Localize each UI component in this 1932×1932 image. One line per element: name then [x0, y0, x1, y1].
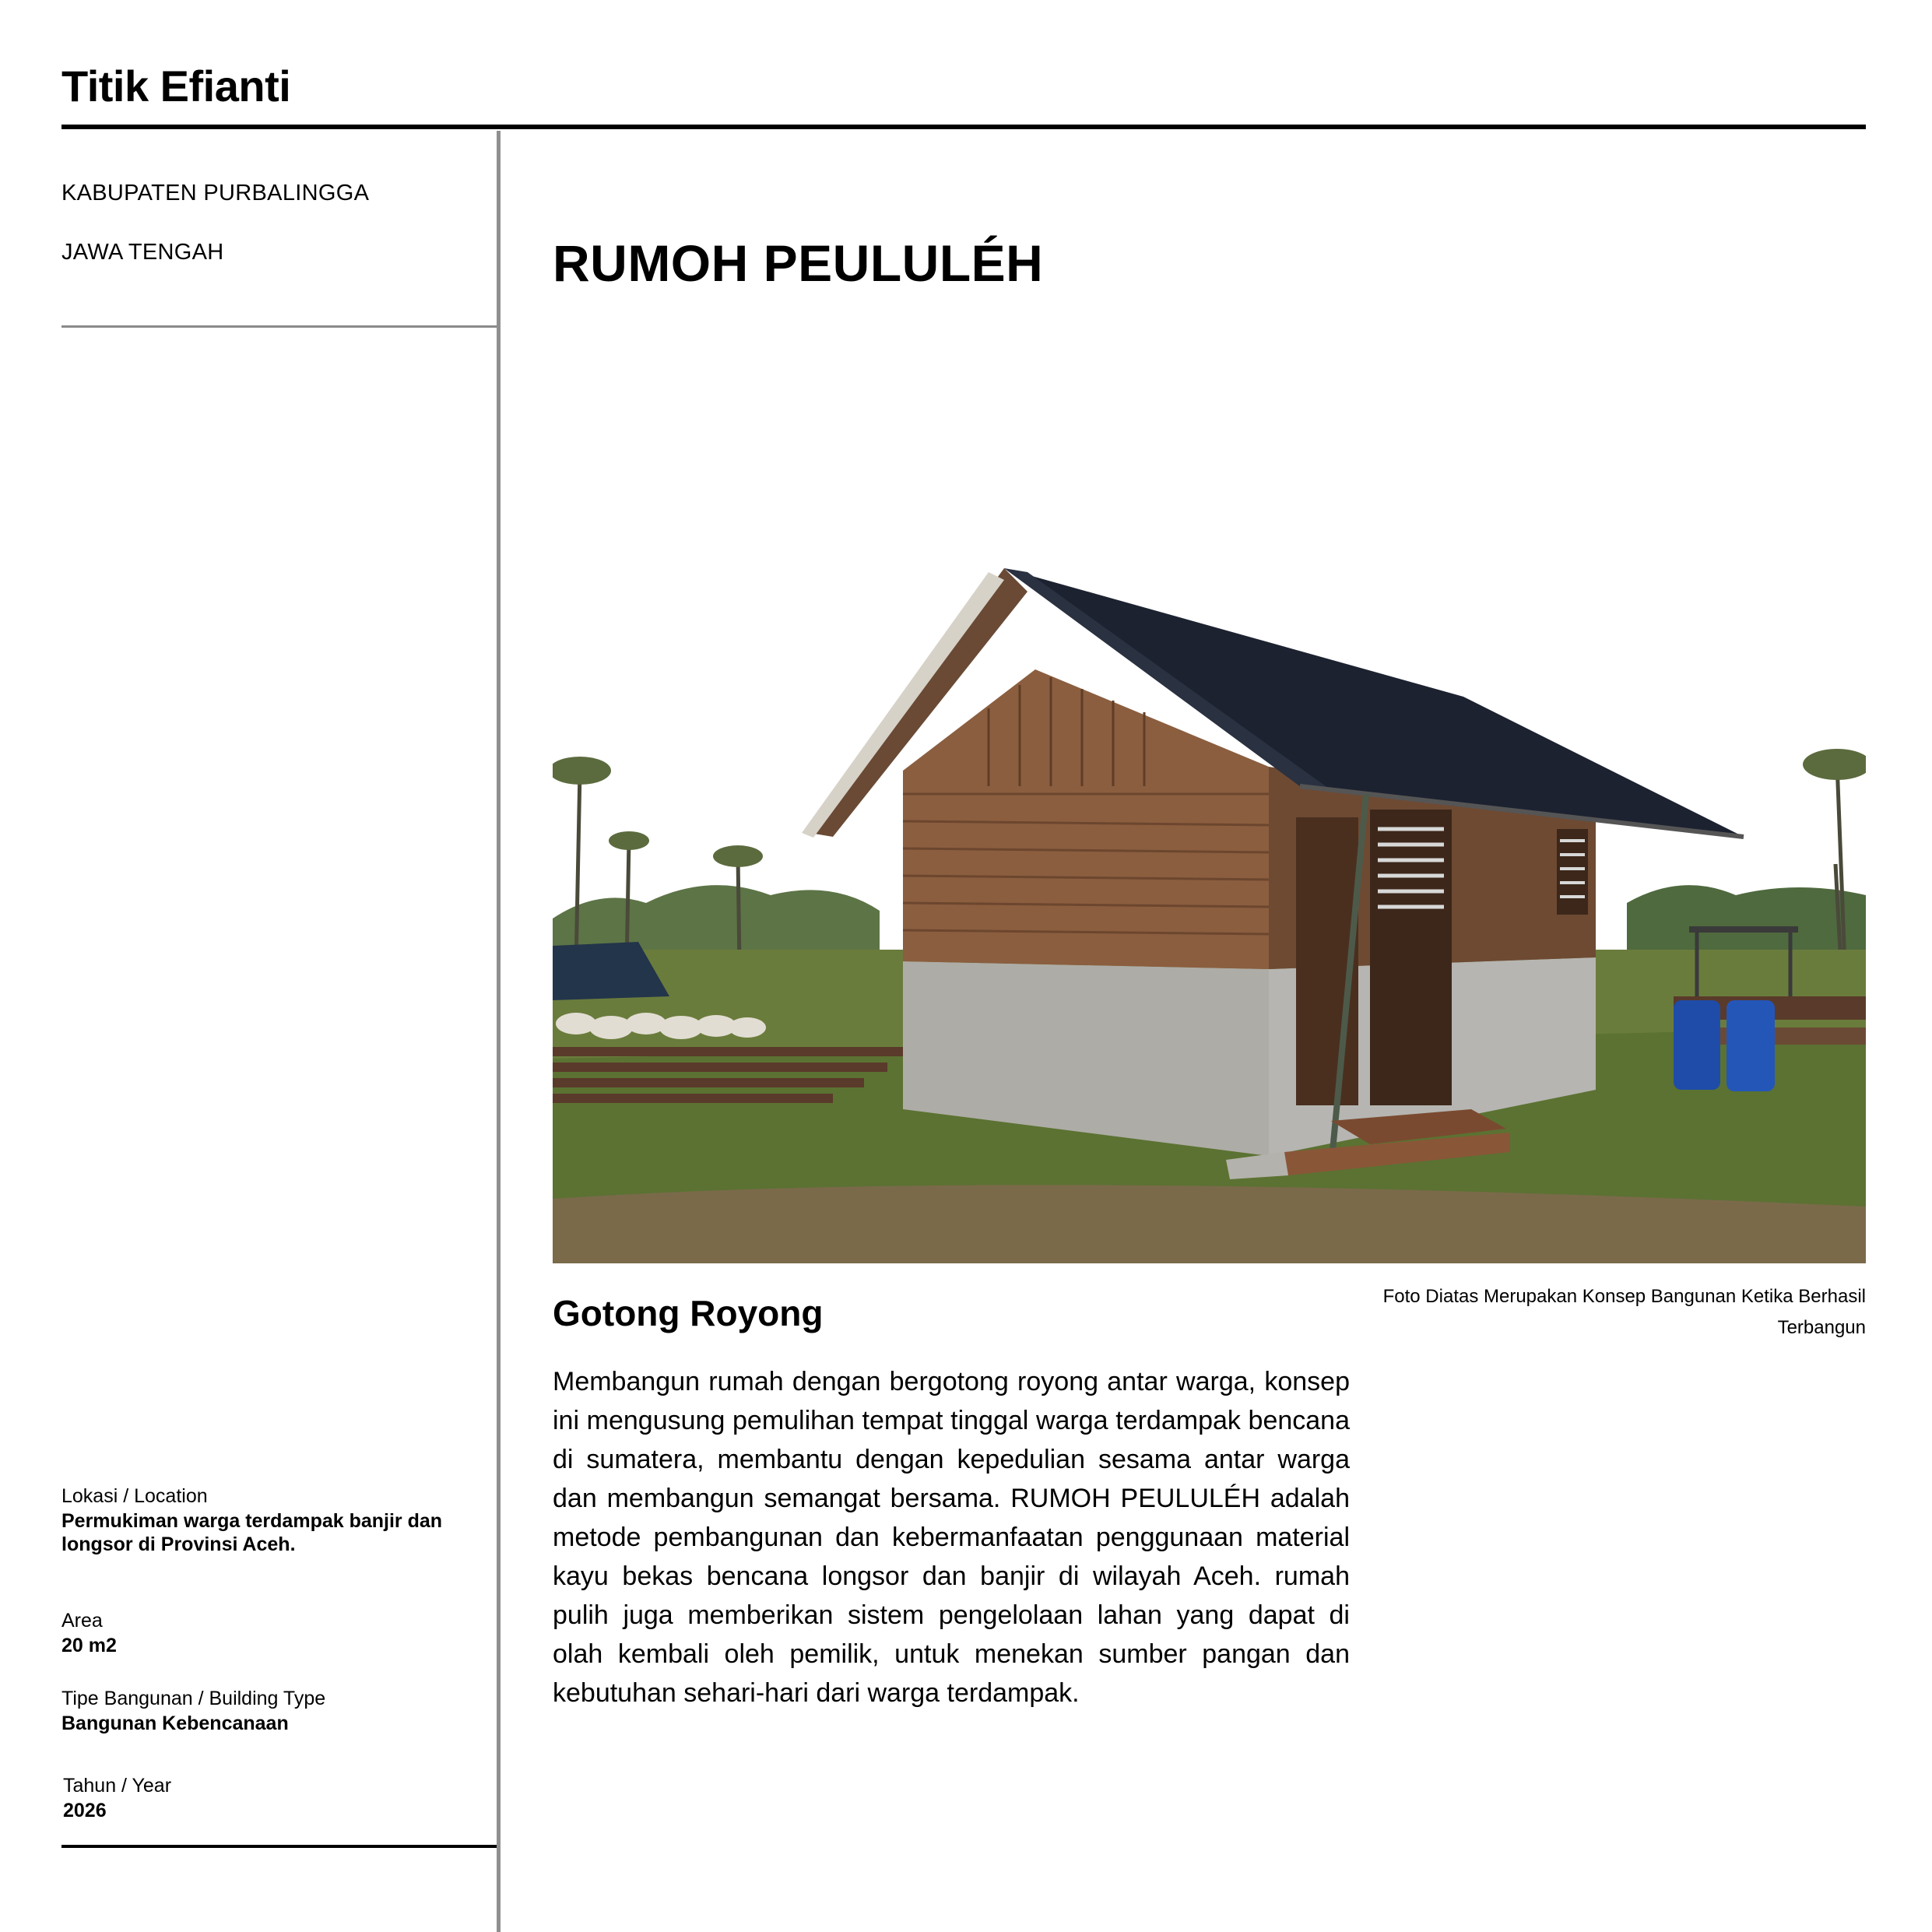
year-value: 2026 [63, 1800, 107, 1821]
building-type-value: Bangunan Kebencanaan [61, 1712, 289, 1734]
regency-label: KABUPATEN PURBALINGGA [61, 181, 370, 205]
location-value: Permukiman warga terdampak banjir dan longsor di Provinsi Aceh. [61, 1510, 443, 1555]
location-label: Lokasi / Location [61, 1485, 208, 1507]
building-type-block [61, 1686, 466, 1735]
header-rule [61, 125, 1866, 129]
sidebar-rule-top [61, 325, 497, 328]
photo-caption: Foto Diatas Merupakan Konsep Bangunan Ketika Berhasil Terbangun [1382, 1286, 1866, 1338]
house-photo [553, 560, 1866, 1263]
area-value: 20 m2 [61, 1635, 117, 1656]
area-label: Area [61, 1610, 103, 1632]
area-block [61, 1608, 466, 1657]
year-block [63, 1773, 468, 1822]
column-divider [497, 131, 501, 1932]
author-name: Titik Efianti [61, 61, 291, 111]
project-title: RUMOH PEULULÉH [553, 234, 1044, 292]
sidebar-rule-bottom [61, 1845, 497, 1848]
location-block [61, 1484, 466, 1556]
section-title: Gotong Royong [553, 1293, 824, 1333]
building-type-label: Tipe Bangunan / Building Type [61, 1688, 326, 1709]
body-paragraph: Membangun rumah dengan bergotong royong antar warga, konsep ini mengusung pemulihan tempat tinggal warga terdampak bencana di sumatera, membantu dengan kepedulian sesama antar warga dan membangun semangat bersama. RUMOH PEULULÉH adalah metode pembangunan dan kebermanfaatan penggunaan material kayu bekas bencana longsor dan banjir di wilayah Aceh. rumah pulih juga memberikan sistem pengelolaan lahan yang dapat di olah kembali oleh pemilik, untuk menekan sumber pangan dan kebutuhan sehari-hari dari warga terdampak. [553, 1367, 1350, 1708]
year-label: Tahun / Year [63, 1775, 172, 1797]
province-label: JAWA TENGAH [61, 240, 224, 265]
